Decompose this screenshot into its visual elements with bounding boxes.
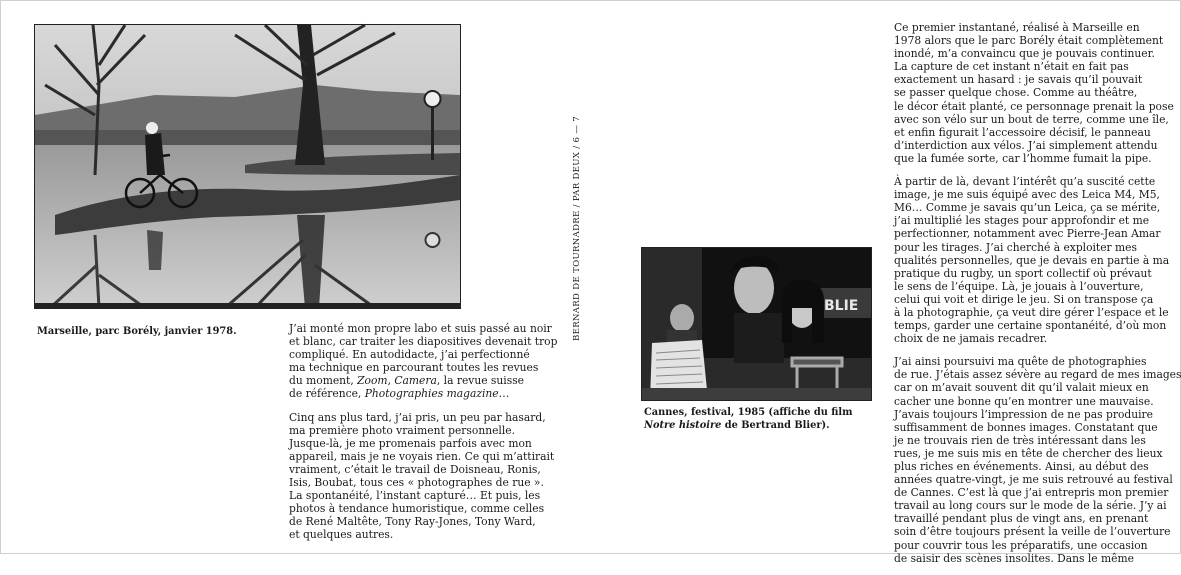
page-folio: BERNARD DE TOURNADRE / PAR DEUX / 6 — 7 (572, 116, 582, 341)
photo-marseille-image (35, 25, 460, 308)
text-column-left (289, 322, 557, 552)
paragraph: J’ai ainsi poursuivi ma quête de photographies de rue. J’étais assez sévère au regard de mes images car on m’avait souvent dit qu’il valait mieux en cacher une bonne qu’en montrer une mauvaise. J’avais toujours l’impression de ne pas produire suffisamment de bonnes images. Constatant que je ne trouvais rien de très intéressant dans les rues, je me suis mis en tête de chercher des lieux plus riches en événements. Ainsi, au début des années quatre-vingt, je me suis retrouvé au festival de Cannes. C’est là que j’ai entrepris mon premier travail au long cours sur le mode de la série. J’y ai travaillé pendant plus de vingt ans, en prenant soin d’être toujours présent la veille de l’ouverture pour couvrir tous les préparatifs, une occasion de saisir des scènes insolites. Dans le même (894, 355, 1181, 565)
paragraph: Ce premier instantané, réalisé à Marseille en 1978 alors que le parc Borély était complètement inondé, m’a convaincu que je pouvais continuer. La capture de cet instant n’était en fait pas exactement un hasard : je savais qu’il pouvait se passer quelque chose. Comme au théâtre, le décor était planté, ce personnage prenait la pose avec son vélo sur un bout de terre, comme une île, et enfin figurait l’accessoire décisif, le panneau d’interdiction aux vélos. J’ai simplement attendu que la fumée sorte, car l’homme fumait la pipe. (894, 21, 1174, 165)
photo-cannes (641, 247, 872, 401)
paragraph: À partir de là, devant l’intérêt qu’a suscité cette image, je me suis équipé avec des Leica M4, M5, M6… Comme je savais qu’un Leica, ça se mérite, j’ai multiplié les stages pour approfondir et me perfectionner, notamment avec Pierre-Jean Amar pour les tirages. J’ai cherché à exploiter mes qualités personnelles, que je devais en partie à ma pratique du rugby, un sport collectif où prévaut le sens de l’équipe. Là, je jouais à l’ouverture, celui qui voit et dirige le jeu. Si on transpose ça à la photographie, ça veut dire gérer l’espace et le temps, garder une certaine spontanéité, d’où mon choix de ne jamais recadrer. (894, 175, 1170, 346)
photo-cannes-image (642, 248, 871, 400)
photo-marseille (34, 24, 461, 309)
paragraph: J’ai monté mon propre labo et suis passé au noir et blanc, car traiter les diapositives devenait trop compliqué. En autodidacte, j’ai perfectionné ma technique en parcourant toutes les revues du moment, Zoom, Camera, la revue suisse de référence, Photographies magazine… (289, 322, 558, 401)
poster-lettering: BLIE (824, 298, 859, 314)
photo-marseille-caption: Marseille, parc Borély, janvier 1978. (37, 326, 237, 337)
photo-cannes-caption: Cannes, festival, 1985 (affiche du film Notre histoire de Bertrand Blier). (644, 407, 853, 431)
text-column-right (894, 21, 1181, 575)
paragraph: Cinq ans plus tard, j’ai pris, un peu par hasard, ma première photo vraiment personnelle. Jusque-là, je me promenais parfois avec mon appareil, mais je ne voyais rien. Ce qui m’attirait vraiment, c’était le travail de Doisneau, Ronis, Isis, Boubat, tous ces « photographes de rue ». La spontanéité, l’instant capturé… Et puis, les photos à tendance humoristique, comme celles de René Maltête, Tony Ray-Jones, Tony Ward, et quelques autres. (289, 410, 555, 542)
